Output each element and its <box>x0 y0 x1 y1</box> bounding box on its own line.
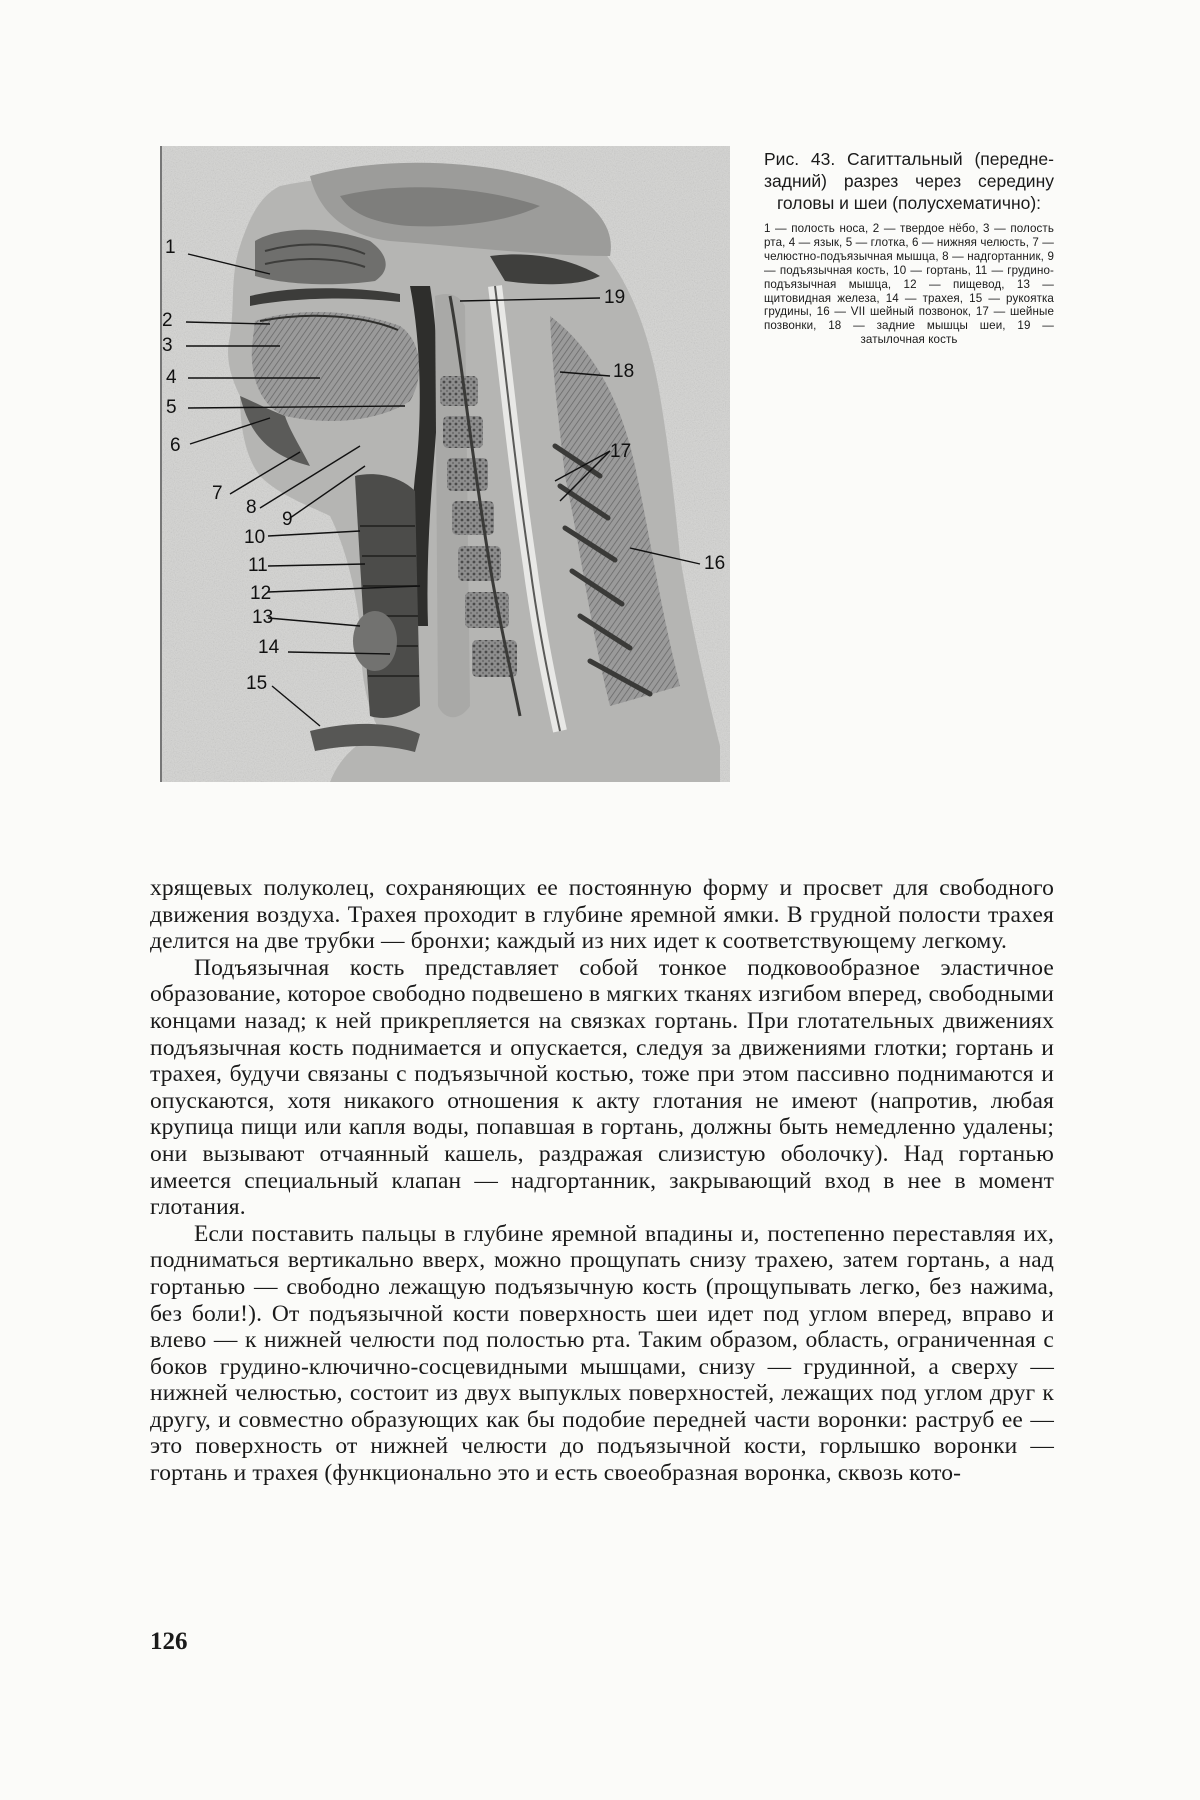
figure-label-15: 15 <box>246 673 268 694</box>
paragraph-1: хрящевых полуколец, сохраняющих ее постоянную форму и просвет для свободного движения воздуха. Трахея проходит в глубине яремной ямки. В грудной полости трахея делится на две трубки — бронхи; каждый из них идет к соответствующему легкому. <box>150 875 1054 955</box>
figure-label-19: 19 <box>604 287 626 308</box>
figure-label-3: 3 <box>162 335 173 356</box>
figure-label-9: 9 <box>282 509 293 530</box>
figure-label-13: 13 <box>252 607 274 628</box>
paragraph-2: Подъязычная кость представляет собой тонкое подковообразное эластичное образование, которое свободно подвешено в мягких тканях изгибом вперед, свободными концами назад; к ней прикрепляется на связках гортань. При глотательных движениях подъязычная кость поднимается и опускается, следуя за движениями глотки; гортань и трахея, будучи связаны с подъязычной костью, тоже при этом пассивно поднимаются и опускаются, хотя никакого отношения к акту глотания не имеют (напротив, любая крупица пищи или капля воды, попавшая в гортань, должны быть немедленно удалены; они вызывают отчаянный кашель, раздражая слизистую оболочку). Над гортанью имеется специальный клапан — надгортанник, закрывающий вход в нее в момент глотания. <box>150 954 1054 1221</box>
figure-label-1: 1 <box>165 237 176 258</box>
body-text <box>150 875 1054 1487</box>
page-number: 126 <box>150 1628 188 1655</box>
figure-label-5: 5 <box>166 397 177 418</box>
figure-label-14: 14 <box>258 637 280 658</box>
paragraph-3: Если поставить пальцы в глубине яремной впадины и, постепенно переставляя их, подниматься вертикально вверх, можно прощупать снизу трахею, затем гортань, а над гортанью — свободно лежащую подъязычную кость (прощупывать легко, без нажима, без боли!). От подъязычной кости поверхность шеи идет под углом вперед, вправо и влево — к нижней челюсти под полостью рта. Таким образом, область, ограниченная с боков грудино-ключично-сосцевидными мышцами, снизу — грудинной, а сверху — нижней челюстью, состоит из двух выпуклых поверхностей, лежащих под углом друг к другу, и совместно образующих как бы подобие передней части воронки: раструб ее — это поверхность от нижней челюсти до подъязычной кости, горлышко воронки — гортань и трахея (функционально это и есть своеобразная воронка, сквозь кото- <box>150 1220 1054 1487</box>
figure-label-2: 2 <box>162 310 173 331</box>
figure-caption <box>764 148 1054 347</box>
sagittal-section-figure <box>160 146 730 782</box>
figure-label-17: 17 <box>610 441 632 462</box>
figure-label-7: 7 <box>212 483 223 504</box>
caption-title: Рис. 43. Сагиттальный (передне-задний) разрез через середину головы и шеи (полусхематично): <box>764 149 1054 213</box>
figure-label-6: 6 <box>170 435 181 456</box>
figure-label-11: 11 <box>248 555 268 576</box>
figure-label-4: 4 <box>166 367 177 388</box>
caption-legend: 1 — полость носа, 2 — твердое нёбо, 3 — полость рта, 4 — язык, 5 — глотка, 6 — нижняя челюсть, 7 — челюстно-подъязычная мышца, 8 — надгортанник, 9 — подъязычная кость, 10 — гортань, 11 — грудино-подъязычная мышца, 12 — пищевод, 13 — щитовидная железа, 14 — трахея, 15 — рукоятка грудины, 16 — VII шейный позвонок, 17 — шейные позвонки, 18 — задние мышцы шеи, 19 — затылочная кость <box>764 222 1054 347</box>
figure-label-16: 16 <box>704 553 726 574</box>
figure-label-12: 12 <box>250 583 272 604</box>
figure-label-18: 18 <box>613 361 635 382</box>
figure-label-8: 8 <box>246 497 257 518</box>
figure-label-10: 10 <box>244 527 266 548</box>
